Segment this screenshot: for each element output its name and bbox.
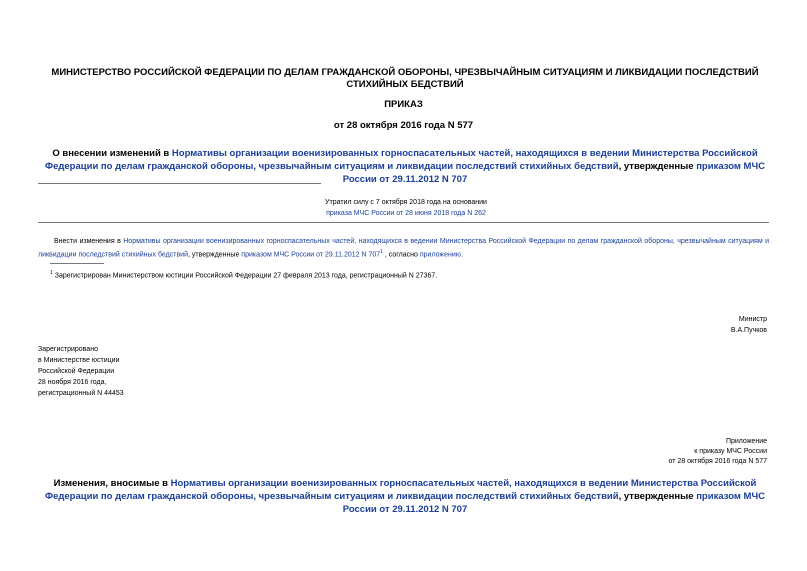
lost-force-text: Утратил силу с 7 октября 2018 года на основании xyxy=(325,199,487,206)
appendix-title-middle: , утвержденные xyxy=(618,491,697,502)
registration-line: регистрационный N 44453 xyxy=(38,390,124,397)
footnote xyxy=(50,270,437,279)
appendix-title xyxy=(36,477,774,516)
title-prefix: О внесении изменений в xyxy=(52,148,172,159)
body-appendix-link[interactable]: приложению xyxy=(419,251,462,259)
footnote-mark: 1 xyxy=(50,270,53,276)
order-heading: ПРИКАЗ xyxy=(384,99,423,110)
body-middle: , утвержденные xyxy=(188,251,242,259)
footnote-divider xyxy=(50,263,104,264)
appendix-norms-link[interactable]: Нормативы организации военизированных горноспасательных частей, находящихся в ведении Министерства Российской Федерации по делам гражданской обороны, чрезвычайным ситуациям и ликвидации последствий стихийных бедствий xyxy=(44,478,759,502)
appendix-reference xyxy=(669,437,767,467)
appendix-order-link[interactable]: приказом МЧС России от 29.11.2012 N 707 xyxy=(342,491,768,515)
body-norms-link[interactable]: Нормативы организации военизированных горноспасательных частей, находящихся в ведении Министерства Российской Федерации по делам гражданской обороны, чрезвычайным ситуациям и ликвидации последствий стихийных бедствий xyxy=(38,238,771,259)
appendix-title-prefix: Изменения, вносимые в xyxy=(53,478,171,489)
title-order-link[interactable]: приказом МЧС России от 29.11.2012 N 707 xyxy=(342,161,768,185)
title-divider xyxy=(38,183,321,184)
ministry-heading: МИНИСТЕРСТВО РОССИЙСКОЙ ФЕДЕРАЦИИ ПО ДЕЛАМ ГРАЖДАНСКОЙ ОБОРОНЫ, ЧРЕЗВЫЧАЙНЫМ СИТУАЦИЯМ И ЛИКВИДАЦИИ ПОСЛЕДСТВИЙ СТИХИЙНЫХ БЕДСТВИЙ xyxy=(51,67,759,90)
lost-force-link[interactable]: приказа МЧС России от 28 июня 2018 года N 262 xyxy=(326,210,486,217)
order-date: от 28 октября 2016 года N 577 xyxy=(333,120,474,131)
body-suffix: , согласно xyxy=(382,251,420,259)
body-paragraph xyxy=(38,236,769,260)
appendix-line: от 28 октября 2016 года N 577 xyxy=(668,458,767,465)
body-end: . xyxy=(461,251,463,259)
registration-line: 28 ноября 2016 года, xyxy=(38,379,107,386)
lost-force-notice xyxy=(317,197,495,219)
signature-role: Министр xyxy=(738,316,767,323)
signature-block xyxy=(731,314,767,336)
document-title xyxy=(36,147,774,186)
appendix-line: к приказу МЧС России xyxy=(694,448,767,455)
title-norms-link[interactable]: Нормативы организации военизированных горноспасательных частей, находящихся в ведении Министерства Российской Федерации по делам гражданской обороны, чрезвычайным ситуациям и ликвидации последствий стихийных бедствий xyxy=(44,148,761,172)
body-footnote-mark[interactable]: 1 xyxy=(380,249,383,255)
registration-line: Российской Федерации xyxy=(38,368,115,375)
registration-line: в Министерстве юстиции xyxy=(38,357,120,364)
signature-name: В.А.Пучков xyxy=(730,327,767,334)
body-order-link[interactable]: приказом МЧС России от 29.11.2012 N 707 xyxy=(241,251,381,259)
appendix-line: Приложение xyxy=(725,438,767,445)
body-prefix: Внести изменения в xyxy=(54,238,124,245)
title-middle: , утвержденные xyxy=(618,161,697,172)
status-divider xyxy=(38,222,769,223)
footnote-text: Зарегистрирован Министерством юстиции Российской Федерации 27 февраля 2013 года, регистрационный N 27367. xyxy=(52,272,438,280)
registration-line: Зарегистрировано xyxy=(38,346,98,353)
registration-block xyxy=(38,344,124,399)
